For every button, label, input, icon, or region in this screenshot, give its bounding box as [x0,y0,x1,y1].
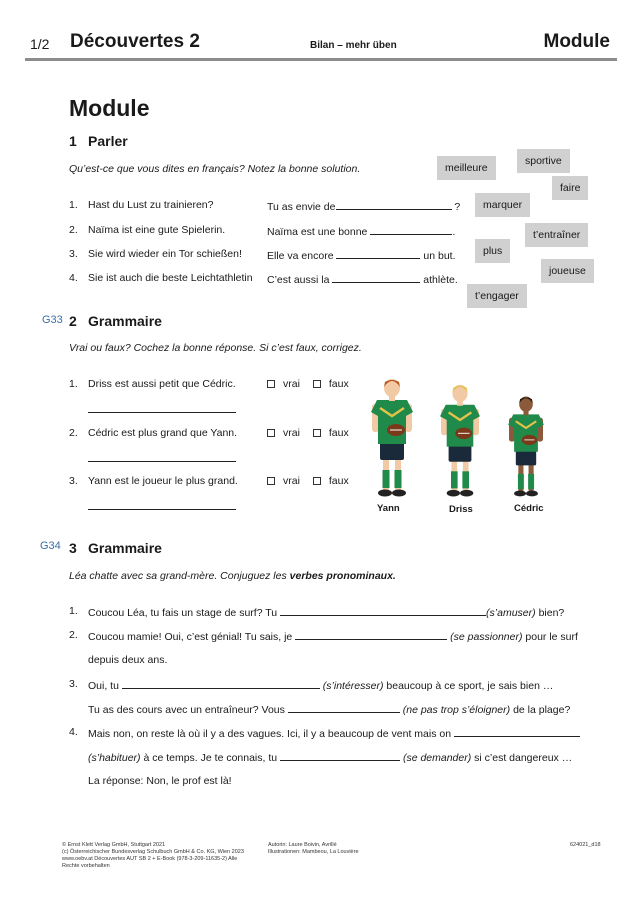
footer-line: Autorin: Laure Boivin, Avrillé [268,842,337,848]
s3-l2-b: pour le surf [525,631,578,643]
answer-blank[interactable] [370,224,452,235]
instruction-bold: verbes pronominaux. [289,570,396,582]
s3-line3b [88,702,570,716]
faux-label: faux [328,427,349,439]
s3-l4b-hint2: (se demander) [402,752,472,764]
s1-item2-answer [267,224,455,238]
s3-l4b-b: si c’est dangereux … [474,752,573,764]
word-sportive: sportive [517,149,570,173]
player-yann-figure [371,379,413,497]
s2-item1-choices [267,378,349,390]
s3-l2-num: 2. [69,629,78,641]
page-title: Module [69,95,150,121]
s3-l1-hint: (s’amuser) [486,607,536,619]
vrai-label: vrai [283,427,300,439]
vrai-checkbox[interactable] [267,380,275,388]
player-driss-label: Driss [449,504,473,515]
answer-blank[interactable] [336,199,452,210]
answer-blank[interactable] [295,629,447,640]
player-sock [451,471,458,488]
s3-line1 [88,605,564,619]
s1-item3-after: un but. [423,250,456,262]
player-driss-figure [440,385,480,497]
s1-item3-answer [267,248,456,262]
s1-item4-answer [267,272,458,286]
player-sock [383,470,390,488]
word-tentrainer: t’entraîner [525,223,588,247]
section3-number: 3 [69,540,77,556]
s3-line3 [88,678,553,692]
s2-item2-choices [267,427,349,439]
section2-ref: G33 [42,314,63,326]
s1-item1-before: Tu as envie de [267,201,336,213]
footer-line: Rechte vorbehalten [62,863,110,869]
book-title: Découvertes 2 [70,31,200,52]
s3-l3-num: 3. [69,678,78,690]
footer-line: (c) Österreichischer Bundesverlag Schulbuch GmbH & Co. KG, Wien 2023 [62,849,244,855]
header-subtitle: Bilan – mehr üben [310,40,397,51]
player-sock [528,474,534,489]
section2-title: Grammaire [88,313,162,329]
section3-title: Grammaire [88,540,162,556]
s3-line4b [88,750,572,764]
s1-item2-german: Naïma ist eine gute Spielerin. [88,224,226,236]
answer-blank[interactable] [336,248,420,259]
s2-item2-text: Cédric est plus grand que Yann. [88,427,238,439]
s2-item3-choices [267,475,349,487]
footer-line: © Ernst Klett Verlag GmbH, Stuttgart 2021 [62,842,166,848]
s3-line2b: depuis deux ans. [88,654,168,666]
s3-l2-a: Coucou mamie! Oui, c’est génial! Tu sais, je [88,631,293,643]
faux-checkbox[interactable] [313,477,321,485]
footer-line: www.oebv.at Découvertes AUT SB 2 + E-Book (978-3-209-11635-2) Alle [62,856,238,862]
player-yann-label: Yann [377,503,400,514]
section1-instruction: Qu’est-ce que vous dites en français? Notez la bonne solution. [69,163,361,175]
s1-item3-num: 3. [69,248,78,260]
s3-l1-b: bien? [538,607,565,619]
s2-item3-text: Yann est le joueur le plus grand. [88,475,238,487]
s1-item4-german: Sie ist auch die beste Leichtathletin [88,272,253,284]
player-sock [462,471,469,488]
section2-number: 2 [69,313,77,329]
s3-l2-hint: (se passionner) [450,631,523,643]
section1-title: Parler [88,133,128,149]
player-shoe [392,490,406,497]
player-sock [518,474,524,489]
correction-line[interactable] [88,509,236,510]
section3-instruction [69,570,396,582]
vrai-label: vrai [283,475,300,487]
footer-code: 624021_d18 [570,842,601,848]
s1-item3-german: Sie wird wieder ein Tor schießen! [88,248,242,260]
section3-ref: G34 [40,540,61,552]
s3-l4b-a: à ce temps. Je te connais, tu [143,752,278,764]
s1-item1-german: Hast du Lust zu trainieren? [88,199,214,211]
player-shoe [447,490,460,497]
header-module: Module [543,31,610,52]
s3-l4b-hint1: (s’habituer) [88,752,141,764]
player-shoe [460,490,473,497]
s3-l3-hint: (s’intéresser) [322,680,384,692]
s1-item2-num: 2. [69,224,78,236]
s1-item2-before: Naïma est une bonne [267,226,368,238]
s1-item4-before: C’est aussi la [267,274,330,286]
footer-credits [268,842,359,856]
page-number: 1/2 [30,36,50,52]
faux-checkbox[interactable] [313,380,321,388]
s3-line4 [88,726,580,740]
vrai-checkbox[interactable] [267,477,275,485]
player-sock [395,470,402,488]
player-shoe [378,490,392,497]
player-shoe [526,490,538,496]
s3-l4-num: 4. [69,726,78,738]
s3-line4c: La réponse: Non, le prof est là! [88,775,232,787]
s1-item4-num: 4. [69,272,78,284]
s2-item2-num: 2. [69,427,78,439]
word-joueuse: joueuse [541,259,594,283]
faux-label: faux [328,378,349,390]
s3-l3b-a: Tu as des cours avec un entraîneur? Vous [88,704,285,716]
section1-number: 1 [69,133,77,149]
s1-item1-answer [267,199,460,213]
answer-blank[interactable] [280,750,400,761]
s1-item1-after: ? [454,201,461,213]
answer-blank[interactable] [288,702,400,713]
answer-blank[interactable] [332,272,420,283]
s1-item2-after: . [452,226,456,238]
player-shoe [514,490,526,496]
s3-l3b-b: de la plage? [513,704,571,716]
answer-blank[interactable] [280,605,486,616]
header-rule [25,58,617,61]
s2-item3-num: 3. [69,475,78,487]
correction-line[interactable] [88,412,236,413]
s1-item3-before: Elle va encore [267,250,334,262]
s3-l1-num: 1. [69,605,78,617]
s3-l3-b: beaucoup à ce sport, je sais bien … [386,680,554,692]
instruction-text: Léa chatte avec sa grand-mère. Conjuguez les [69,570,290,582]
players-illustration [360,374,560,498]
s3-l4-a: Mais non, on reste là où il y a des vagues. Ici, il y a beaucoup de vent mais on [88,728,452,740]
word-meilleure: meilleure [437,156,496,180]
footer-copyright [62,842,244,870]
s3-l3b-hint: (ne pas trop s’éloigner) [402,704,511,716]
answer-blank[interactable] [454,726,580,737]
s3-l1-a: Coucou Léa, tu fais un stage de surf? Tu [88,607,278,619]
player-cedric-label: Cédric [514,503,544,514]
word-tengager: t’engager [467,284,527,308]
answer-blank[interactable] [122,678,320,689]
vrai-label: vrai [283,378,300,390]
s3-l3-a: Oui, tu [88,680,119,692]
faux-label: faux [328,475,349,487]
word-marquer: marquer [475,193,530,217]
s2-item1-num: 1. [69,378,78,390]
s2-item1-text: Driss est aussi petit que Cédric. [88,378,236,390]
section2-instruction: Vrai ou faux? Cochez la bonne réponse. Si c’est faux, corrigez. [69,342,362,354]
vrai-checkbox[interactable] [267,429,275,437]
s1-item1-num: 1. [69,199,78,211]
player-cedric-figure [508,397,544,497]
footer-line: Illustrationen: Mambeou, La Louvière [268,849,359,855]
word-faire: faire [552,176,588,200]
word-plus: plus [475,239,510,263]
s1-item4-after: athlète. [423,274,458,286]
correction-line[interactable] [88,461,236,462]
faux-checkbox[interactable] [313,429,321,437]
s3-line2 [88,629,578,643]
